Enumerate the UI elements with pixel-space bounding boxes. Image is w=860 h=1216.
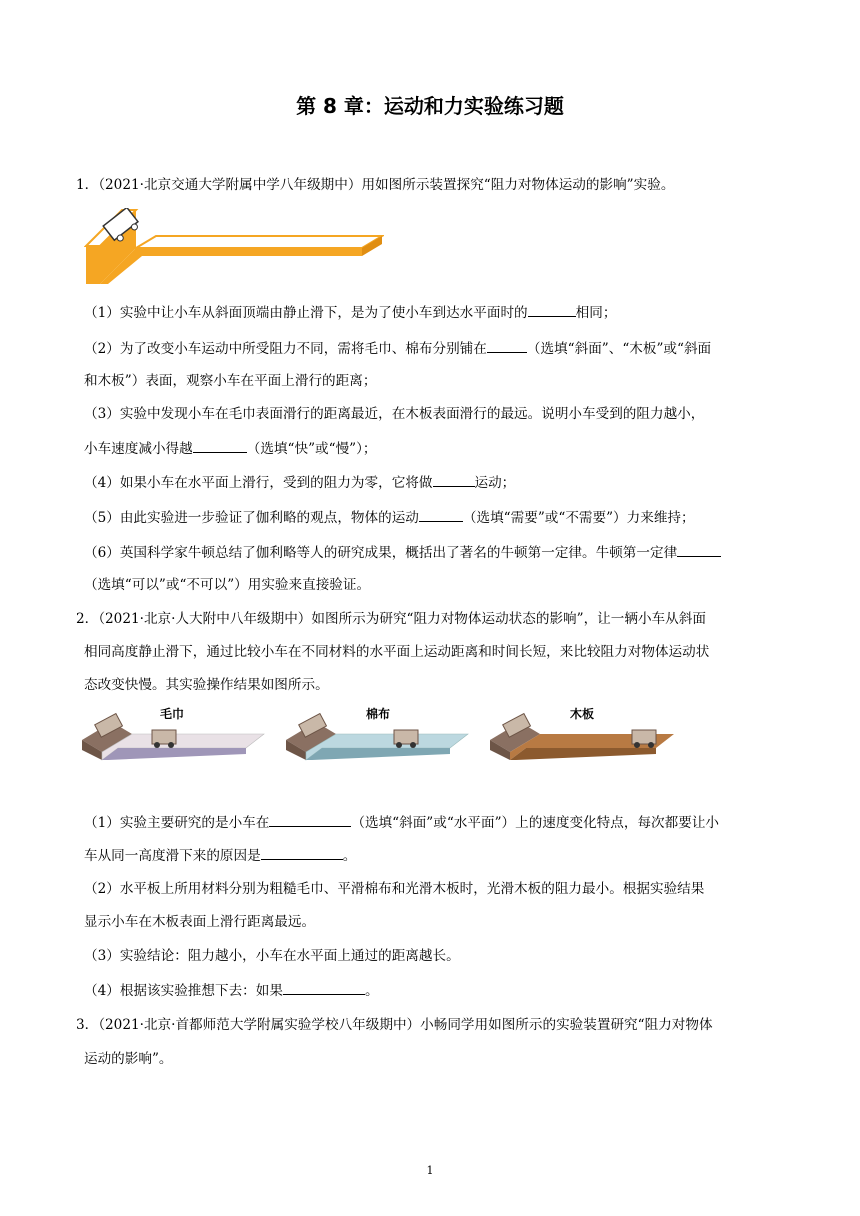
page-number: 1 — [426, 1164, 434, 1177]
q3-stem-line1: 3．（2021·北京·首都师范大学附属实验学校八年级期中）小畅同学用如图所示的实验装置研究“阻力对物体 — [76, 1017, 713, 1033]
q2-sub2: （2）水平板上所用材料分别为粗糙毛巾、平滑棉布和光滑木板时，光滑木板的阻力最小。根据实验结果 — [84, 881, 705, 897]
q1-stem: 1．（2021·北京交通大学附属中学八年级期中）用如图所示装置探究“阻力对物体运动的影响”实验。 — [76, 177, 675, 193]
q1-figure — [84, 208, 384, 290]
q2-sub1-cont: 车从同一高度滑下来的原因是 。 — [84, 848, 357, 864]
fig-label-cotton: 棉布 — [366, 707, 391, 721]
answer-blank[interactable] — [283, 981, 365, 995]
answer-blank[interactable] — [419, 508, 463, 522]
q2-figure-wood — [490, 700, 676, 764]
q2-figure-cotton — [286, 700, 470, 764]
q1-sub3: （3）实验中发现小车在毛巾表面滑行的距离最近，在木板表面滑行的最远。说明小车受到的阻力越小， — [84, 406, 705, 422]
q1-sub1: （1）实验中让小车从斜面顶端由静止滑下，是为了使小车到达水平面时的 相同； — [84, 305, 617, 321]
q3-stem-line2: 运动的影响”。 — [84, 1051, 173, 1067]
q2-stem-line2: 相同高度静止滑下，通过比较小车在不同材料的水平面上运动距离和时间长短，来比较阻力对物体运动状 — [84, 644, 710, 660]
q2-stem-line1: 2．（2021·北京·人大附中八年级期中）如图所示为研究“阻力对物体运动状态的影响”，让一辆小车从斜面 — [76, 611, 706, 627]
q2-stem-line3: 态改变快慢。其实验操作结果如图所示。 — [84, 677, 329, 693]
q2-figure-towel — [82, 700, 266, 764]
answer-blank[interactable] — [433, 473, 475, 487]
q1-sub4: （4）如果小车在水平面上滑行，受到的阻力为零，它将做 运动； — [84, 475, 516, 491]
answer-blank[interactable] — [528, 303, 576, 317]
fig-label-wood: 木板 — [570, 707, 595, 721]
q1-sub6: （6）英国科学家牛顿总结了伽利略等人的研究成果，概括出了著名的牛顿第一定律。牛顿第一定律 — [84, 543, 721, 562]
answer-blank[interactable] — [677, 543, 721, 557]
answer-blank[interactable] — [193, 439, 247, 453]
q1-sub3-cont: 小车速度减小得越 （选填“快”或“慢”）； — [84, 441, 377, 457]
q2-sub3: （3）实验结论：阻力越小，小车在水平面上通过的距离越长。 — [84, 948, 460, 964]
answer-blank[interactable] — [269, 813, 351, 827]
q1-sub5: （5）由此实验进一步验证了伽利略的观点，物体的运动 （选填“需要”或“不需要”）力来维持； — [84, 510, 695, 526]
page-title: 第 8 章：运动和力实验练习题 — [296, 94, 564, 118]
q1-sub2-cont: 和木板”）表面，观察小车在平面上滑行的距离； — [84, 373, 377, 389]
fig-label-towel: 毛巾 — [160, 707, 185, 721]
answer-blank[interactable] — [487, 339, 527, 353]
q2-sub4: （4）根据该实验推想下去：如果 。 — [84, 983, 379, 999]
q2-sub2-cont: 显示小车在木板表面上滑行距离最远。 — [84, 914, 316, 930]
q2-sub1: （1）实验主要研究的是小车在 （选填“斜面”或“水平面”）上的速度变化特点，每次都要让小 — [84, 815, 720, 831]
q1-sub2: （2）为了改变小车运动中所受阻力不同，需将毛巾、棉布分别铺在 （选填“斜面”、“木板”或“斜面 — [84, 341, 712, 357]
q1-sub6-cont: （选填“可以”或“不可以”）用实验来直接验证。 — [84, 577, 371, 593]
answer-blank[interactable] — [261, 846, 343, 860]
